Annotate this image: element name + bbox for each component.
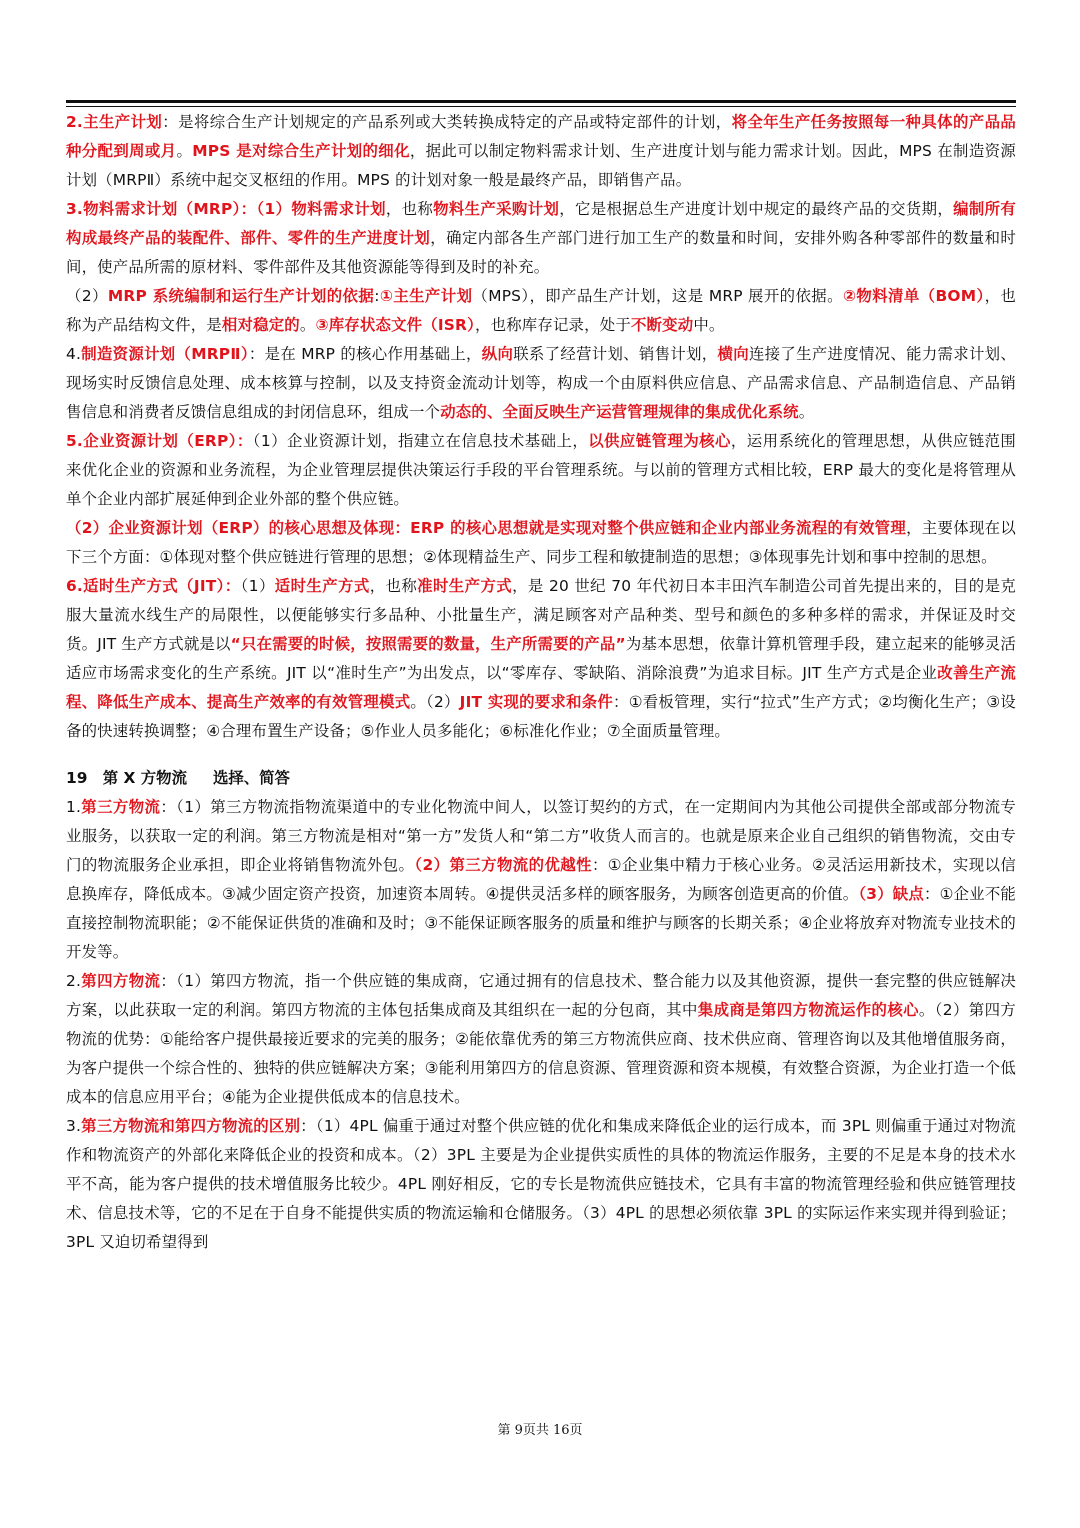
header-rule-thick bbox=[66, 100, 1016, 103]
term-3pl-vs-4pl: 第三方物流和第四方物流的区别 bbox=[81, 1117, 301, 1135]
paragraph-erp: 5.企业资源计划（ERP）：（1）企业资源计划，指建立在信息技术基础上，以供应链管理为核心，运用系统化的管理思想，从供应链范围来优化企业的资源和业务流程，为企业管理层提供决策运行手段的平台管理系统。与以前的管理方式相比较，ERP 最大的变化是将管理从单个企业内部扩展延伸到企业外部的整个供应链。 bbox=[66, 432, 1016, 508]
term-mrp: 3.物料需求计划（MRP）：（1）物料需求计划 bbox=[66, 200, 386, 218]
header-rule-thin bbox=[66, 106, 1016, 107]
term-mps: 2.主生产计划 bbox=[66, 113, 163, 131]
paragraph-3pl: 1.第三方物流：（1）第三方物流指物流渠道中的专业化物流中间人，以签订契约的方式，在一定期间内为其他公司提供全部或部分物流专业服务，以获取一定的利润。第三方物流是相对“第一方”发货人和“第二方”收货人而言的。也就是原来企业自己组织的销售物流，交由专门的物流服务企业承担，即企业将销售物流外包。（2）第三方物流的优越性：①企业集中精力于核心业务。②灵活运用新技术，实现以信息换库存，降低成本。③减少固定资产投资，加速资本周转。④提供灵活多样的顾客服务，为顾客创造更高的价值。（3）缺点：①企业不能直接控制物流职能；②不能保证供货的准确和及时；③不能保证顾客服务的质量和维护与顾客的长期关系；④企业将放弃对物流专业技术的开发等。 bbox=[66, 798, 1017, 961]
paragraph-mrp: 3.物料需求计划（MRP）：（1）物料需求计划，也称物料生产采购计划，它是根据总生产进度计划中规定的最终产品的交货期，编制所有构成最终产品的装配件、部件、零件的生产进度计划，确定内部各生产部门进行加工生产的数量和时间，安排外购各种零部件的数量和时间，使产品所需的原材料、零件部件及其他资源能等得到及时的补充。 bbox=[66, 200, 1016, 276]
paragraph-erp-core: （2）企业资源计划（ERP）的核心思想及体现：ERP 的核心思想就是实现对整个供应链和企业内部业务流程的有效管理，主要体现在以下三个方面：①体现对整个供应链进行管理的思想；②体现精益生产、同步工程和敏捷制造的思想；③体现事先计划和事中控制的思想。 bbox=[66, 519, 1016, 566]
section-question-type: 选择、简答 bbox=[212, 769, 290, 787]
term-erp: 5.企业资源计划（ERP）： bbox=[66, 432, 253, 450]
paragraph-3pl-vs-4pl: 3.第三方物流和第四方物流的区别：（1）4PL 偏重于通过对整个供应链的优化和集成来降低企业的运行成本，而 3PL 则偏重于通过对物流作和物流资产的外部化来降低企业的投资和成本。（2）3PL 主要是为企业提供实质性的具体的物流运作服务，主要的不足是本身的技术水平不高，能为客户提供的技术增值服务比较少。4PL 刚好相反，它的专长是物流供应链技术，它具有丰富的物流管理经验和供应链管理技术、信息技术等，它的不足在于自身不能提供实质的物流运输和仓储服务。（3）4PL 的思想必须依靠 3PL 的实际运作来实现并得到验证；3PL 又迫切希望得到 bbox=[66, 1117, 1016, 1251]
term-jit: 6.适时生产方式（JIT）： bbox=[66, 577, 241, 595]
term-4pl: 第四方物流 bbox=[81, 972, 161, 990]
paragraph-mrp2: 4.制造资源计划（MRPⅡ）：是在 MRP 的核心作用基础上，纵向联系了经营计划、销售计划，横向连接了生产进度情况、能力需求计划、现场实时反馈信息处理、成本核算与控制，以及支持资金流动计划等，构成一个由原料供应信息、产品需求信息、产品制造信息、产品销售信息和消费者反馈信息组成的封闭信息环，组成一个动态的、全面反映生产运营管理规律的集成优化系统。 bbox=[66, 345, 1016, 421]
term-mrp2: 制造资源计划（MRPⅡ） bbox=[81, 345, 249, 363]
term-3pl: 第三方物流 bbox=[81, 798, 161, 816]
paragraph-mps: 2.主生产计划：是将综合生产计划规定的产品系列或大类转换成特定的产品或特定部件的计划，将全年生产任务按照每一种具体的产品品种分配到周或月。MPS 是对综合生产计划的细化，据此可以制定物料需求计划、生产进度计划与能力需求计划。因此，MPS 在制造资源计划（MRPⅡ）系统中起交叉枢纽的作用。MPS 的计划对象一般是最终产品，即销售产品。 bbox=[66, 113, 1016, 189]
page-content bbox=[66, 108, 1016, 1257]
paragraph-mrp-basis: （2）MRP 系统编制和运行生产计划的依据:①主生产计划（MPS），即产品生产计划，这是 MRP 展开的依据。②物料清单（BOM），也称为产品结构文件，是相对稳定的。③库存状态文件（ISR），也称库存记录，处于不断变动中。 bbox=[66, 287, 1017, 334]
section-number: 19 第 X 方物流 bbox=[66, 769, 187, 787]
paragraph-4pl: 2.第四方物流：（1）第四方物流，指一个供应链的集成商，它通过拥有的信息技术、整合能力以及其他资源，提供一套完整的供应链解决方案，以此获取一定的利润。第四方物流的主体包括集成商及其组织在一起的分包商，其中集成商是第四方物流运作的核心。（2）第四方物流的优势：①能给客户提供最接近要求的完美的服务；②能依靠优秀的第三方物流供应商、技术供应商、管理咨询以及其他增值服务商，为客户提供一个综合性的、独特的供应链解决方案；③能利用第四方的信息资源、管理资源和资本规模，有效整合资源，为企业打造一个低成本的信息应用平台；④能为企业提供低成本的信息技术。 bbox=[66, 972, 1016, 1106]
paragraph-jit: 6.适时生产方式（JIT）：（1）适时生产方式，也称准时生产方式，是 20 世纪 70 年代初日本丰田汽车制造公司首先提出来的，目的是克服大量流水线生产的局限性，以便能够实行多品种、小批量生产，满足顾客对产品种类、型号和颜色的多种多样的需求，并保证及时交货。JIT 生产方式就是以“只在需要的时候，按照需要的数量，生产所需要的产品”为基本思想，依靠计算机管理手段，建立起来的能够灵活适应市场需求变化的生产系统。JIT 以“准时生产”为出发点，以“零库存、零缺陷、消除浪费”为追求目标。JIT 生产方式是企业改善生产流程、降低生产成本、提高生产效率的有效管理模式。（2）JIT 实现的要求和条件：①看板管理，实行“拉式”生产方式；②均衡化生产；③设备的快速转换调整；④合理布置生产设备；⑤作业人员多能化；⑥标准化作业；⑦全面质量管理。 bbox=[66, 577, 1017, 740]
section-heading-19 bbox=[66, 764, 1016, 793]
page-number-footer: 第 9页共 16页 bbox=[497, 1423, 583, 1438]
